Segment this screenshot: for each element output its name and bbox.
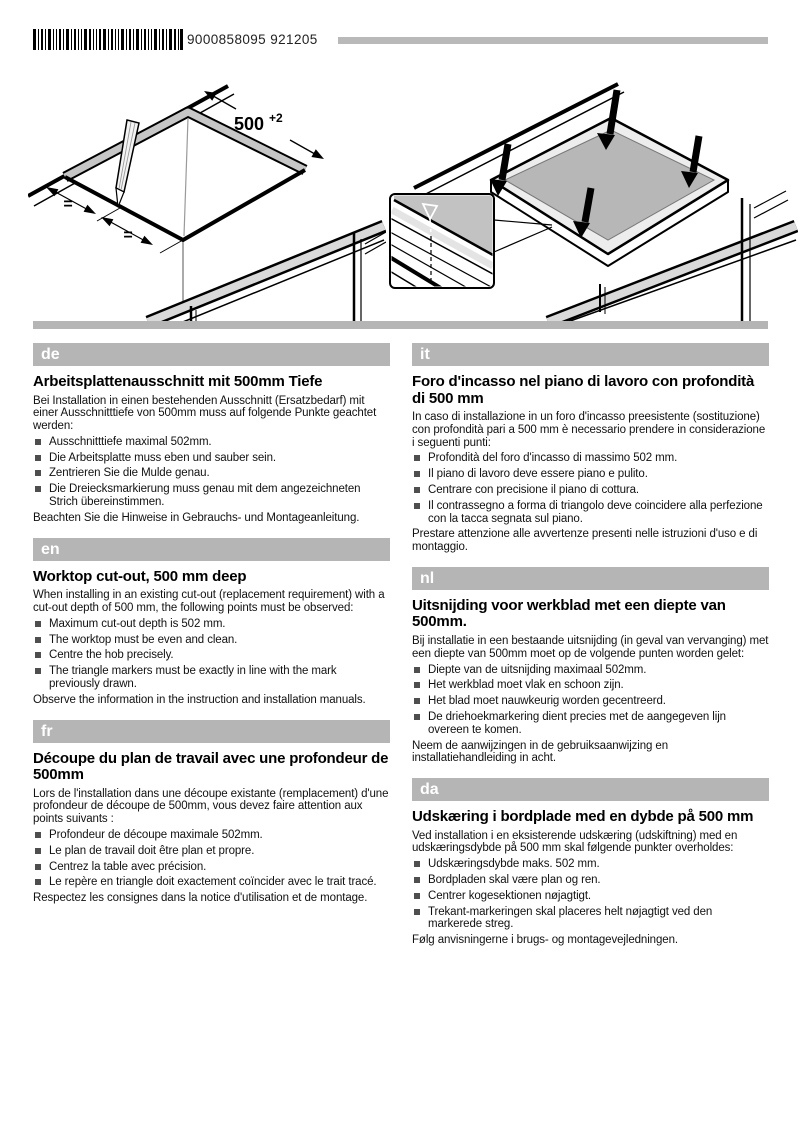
section-intro-en: When installing in an existing cut-out (replacement requirement) with a cut-out depth of 500 mm, the following points must be observed: xyxy=(33,589,385,614)
bullet-text: Le plan de travail doit être plan et propre. xyxy=(49,844,255,857)
bullet-text: Ausschnitttiefe maximal 502mm. xyxy=(49,435,212,448)
bullet-text: Centrare con precisione il piano di cottura. xyxy=(428,483,640,496)
right-column xyxy=(412,343,769,947)
lang-tag-da: da xyxy=(412,778,769,801)
bullet-item xyxy=(412,695,769,708)
bullet-list-fr xyxy=(33,829,390,889)
square-bullet-icon xyxy=(35,637,41,643)
square-bullet-icon xyxy=(35,879,41,885)
bullet-item xyxy=(412,664,769,677)
section-footer-fr: Respectez les consignes dans la notice d'utilisation et de montage. xyxy=(33,892,368,905)
bullet-list-de xyxy=(33,436,390,509)
figure-hob-insertion xyxy=(386,78,798,324)
bullet-item xyxy=(412,679,769,692)
square-bullet-icon xyxy=(414,909,420,915)
cabinet-top-rail xyxy=(754,191,786,208)
equal-mark-1: = xyxy=(63,196,73,213)
square-bullet-icon xyxy=(35,470,41,476)
bullet-text: Het blad moet nauwkeurig worden gecentreerd. xyxy=(428,695,666,708)
section-title-it: Foro d'incasso nel piano di lavoro con profondità di 500 mm xyxy=(412,373,755,407)
equal-mark-2: = xyxy=(123,227,133,244)
bullet-item xyxy=(33,483,390,509)
bullet-text: Centrez la table avec précision. xyxy=(49,860,207,873)
bullet-list-da xyxy=(412,858,769,931)
lang-tag-en: en xyxy=(33,538,390,561)
bullet-text: Diepte van de uitsnijding maximaal 502mm. xyxy=(428,663,647,676)
lang-tag-de: de xyxy=(33,343,390,366)
square-bullet-icon xyxy=(414,893,420,899)
bullet-item xyxy=(412,858,769,871)
section-it xyxy=(412,343,769,554)
square-bullet-icon xyxy=(414,698,420,704)
cabinet-top-rail-2 xyxy=(754,200,788,218)
section-footer-de: Beachten Sie die Hinweise in Gebrauchs- und Montageanleitung. xyxy=(33,511,360,524)
bullet-item xyxy=(33,452,390,465)
bullet-text: Il piano di lavoro deve essere piano e pulito. xyxy=(428,468,648,481)
bullet-item xyxy=(412,906,769,932)
bullet-item xyxy=(412,711,769,737)
bullet-item xyxy=(33,436,390,449)
lang-tag-fr: fr xyxy=(33,720,390,743)
square-bullet-icon xyxy=(414,861,420,867)
lang-tag-it: it xyxy=(412,343,769,366)
bullet-item xyxy=(33,467,390,480)
bullet-item xyxy=(412,890,769,903)
section-divider-bar xyxy=(33,321,768,329)
bullet-list-it xyxy=(412,452,769,525)
square-bullet-icon xyxy=(35,848,41,854)
lang-tag-nl: nl xyxy=(412,567,769,590)
section-intro-de: Bei Installation in einen bestehenden Ausschnitt (Ersatzbedarf) mit einer Ausschnitttiefe von 500mm muss auf folgende Punkte geachtet werden: xyxy=(33,394,377,433)
bullet-text: Zentrieren Sie die Mulde genau. xyxy=(49,467,210,480)
square-bullet-icon xyxy=(414,714,420,720)
square-bullet-icon xyxy=(35,439,41,445)
section-da xyxy=(412,778,769,947)
section-title-en: Worktop cut-out, 500 mm deep xyxy=(33,567,247,585)
bullet-text: Udskæringsdybde maks. 502 mm. xyxy=(428,858,600,871)
bullet-item xyxy=(412,500,769,526)
bullet-text: Bordpladen skal være plan og ren. xyxy=(428,874,601,887)
bullet-item xyxy=(33,829,390,842)
section-en xyxy=(33,538,390,707)
dimension-value-label: 500 xyxy=(234,114,265,134)
section-title-fr: Découpe du plan de travail avec une profondeur de 500mm xyxy=(33,749,389,784)
section-footer-nl: Neem de aanwijzingen in de gebruiksaanwijzing en installatiehandleiding in acht. xyxy=(412,739,669,765)
square-bullet-icon xyxy=(35,832,41,838)
section-de xyxy=(33,343,390,525)
figure-worktop-cutout-marking xyxy=(28,78,386,324)
bullet-text: The triangle markers must be exactly in line with the mark previously drawn. xyxy=(49,665,337,690)
bullet-text: Il contrassegno a forma di triangolo deve coincidere alla perfezione con la tacca segnata sul piano. xyxy=(428,499,763,525)
bullet-text: Le repère en triangle doit exactement coïncider avec le trait tracé. xyxy=(49,876,377,889)
section-intro-da: Ved installation i en eksisterende udskæring (udskiftning) med en udskæringsdybde på 500 mm skal følgende punkter overholdes: xyxy=(412,829,738,855)
bullet-item xyxy=(412,484,769,497)
square-bullet-icon xyxy=(414,877,420,883)
bullet-text: Het werkblad moet vlak en schoon zijn. xyxy=(428,679,624,692)
bullet-item xyxy=(412,874,769,887)
barcode-icon xyxy=(33,29,183,50)
square-bullet-icon xyxy=(35,668,41,674)
barcode-number: 9000858095 921205 xyxy=(187,32,318,47)
bullet-item xyxy=(33,618,390,631)
bullet-item xyxy=(33,634,390,647)
section-title-de: Arbeitsplattenausschnitt mit 500mm Tiefe xyxy=(33,373,323,390)
bullet-text: Profondità del foro d'incasso di massimo 502 mm. xyxy=(428,452,678,465)
left-column xyxy=(33,343,390,947)
square-bullet-icon xyxy=(35,621,41,627)
square-bullet-icon xyxy=(35,652,41,658)
header-gray-bar xyxy=(338,37,768,44)
bullet-text: Die Dreiecksmarkierung muss genau mit dem angezeichneten Strich übereinstimmen. xyxy=(49,483,361,509)
square-bullet-icon xyxy=(35,486,41,492)
bullet-item xyxy=(412,468,769,481)
square-bullet-icon xyxy=(414,471,420,477)
section-intro-nl: Bij installatie in een bestaande uitsnijding (in geval van vervanging) met een diepte van 500mm moet op de volgende punten worden gelet: xyxy=(412,634,769,660)
bullet-list-nl xyxy=(412,664,769,737)
bullet-text: Profondeur de découpe maximale 502mm. xyxy=(49,828,263,841)
square-bullet-icon xyxy=(414,455,420,461)
bullet-item xyxy=(33,845,390,858)
header xyxy=(33,29,318,50)
square-bullet-icon xyxy=(414,682,420,688)
square-bullet-icon xyxy=(414,503,420,509)
dimension-tolerance-label: +2 xyxy=(269,111,283,125)
bullet-item xyxy=(412,452,769,465)
square-bullet-icon xyxy=(35,864,41,870)
bullet-text: Trekant-markeringen skal placeres helt nøjagtigt ved den markerede streg. xyxy=(428,905,713,931)
section-footer-da: Følg anvisningerne i brugs- og montagevejledningen. xyxy=(412,934,678,947)
section-footer-en: Observe the information in the instruction and installation manuals. xyxy=(33,693,366,706)
square-bullet-icon xyxy=(35,455,41,461)
language-columns xyxy=(33,343,769,947)
bullet-text: Centrer kogesektionen nøjagtigt. xyxy=(428,889,592,902)
bullet-item xyxy=(33,665,390,691)
bullet-text: De driehoekmarkering dient precies met de aangegeven lijn overeen te komen. xyxy=(428,710,726,736)
bullet-list-en xyxy=(33,618,390,691)
bullet-text: Die Arbeitsplatte muss eben und sauber sein. xyxy=(49,451,277,464)
bullet-item xyxy=(33,649,390,662)
bullet-item xyxy=(33,861,390,874)
section-title-nl: Uitsnijding voor werkblad met een diepte van 500mm. xyxy=(412,596,726,631)
section-footer-it: Prestare attenzione alle avvertenze presenti nelle istruzioni d'uso e di montaggio. xyxy=(412,528,758,554)
section-nl xyxy=(412,567,769,765)
bullet-text: Centre the hob precisely. xyxy=(49,649,174,662)
bullet-text: The worktop must be even and clean. xyxy=(49,633,238,646)
section-fr xyxy=(33,720,390,905)
section-intro-it: In caso di installazione in un foro d'incasso preesistente (sostituzione) con profondità pari a 500 mm è necessario prendere in considerazione i seguenti punti: xyxy=(412,411,766,449)
section-title-da: Udskæring i bordplade med en dybde på 500 mm xyxy=(412,808,754,826)
section-intro-fr: Lors de l'installation dans une découpe existante (remplacement) d'une profondeur de découpe de 500mm, vous devez faire attention aux points suivants : xyxy=(33,787,389,826)
bullet-item xyxy=(33,876,390,889)
square-bullet-icon xyxy=(414,667,420,673)
square-bullet-icon xyxy=(414,487,420,493)
bullet-text: Maximum cut-out depth is 502 mm. xyxy=(49,617,226,630)
